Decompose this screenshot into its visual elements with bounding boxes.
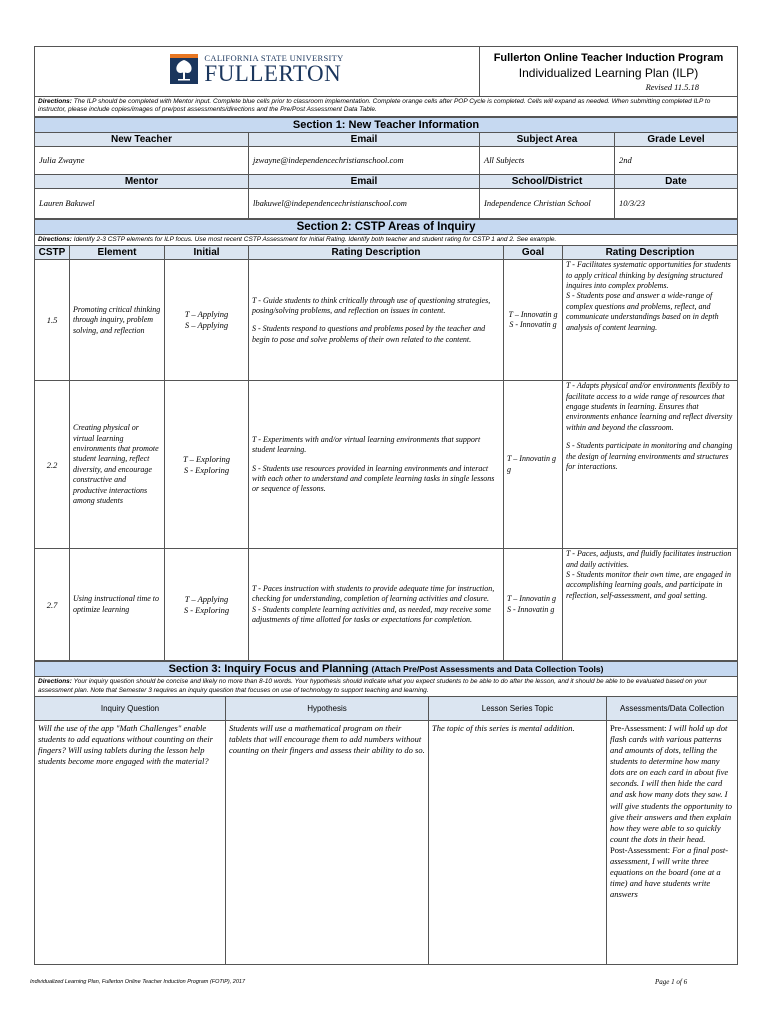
rating-description xyxy=(249,381,504,549)
date-value: 10/3/23 xyxy=(615,188,738,218)
col-school-district: School/District xyxy=(480,174,615,188)
section2-directions-text: Identify 2-3 CSTP elements for ILP focus. Use most recent CSTP Assessment for Initial Rating. Identify both teacher and student rating for CSTP 1 and 2. See example. xyxy=(71,235,557,243)
mentor-value: Lauren Bakuwel xyxy=(35,188,249,218)
col-assessments-data-collection: Assessments/Data Collection xyxy=(607,697,738,721)
logo-name-text: FULLERTON xyxy=(204,61,342,87)
rating-description xyxy=(249,260,504,381)
initial-rating: T – Applying S – Applying xyxy=(165,260,249,381)
table-row xyxy=(35,381,738,549)
student-description: S - Students respond to questions and problems posed by the teacher and begin to pose and solve problems of their own related to the content. xyxy=(252,324,486,344)
lesson-topic-value: The topic of this series is mental addition. xyxy=(429,721,607,965)
cstp-element: Creating physical or virtual learning environments that promote student learning, reflect diversity, and encourage constructive and productive interactions among students xyxy=(70,381,165,549)
page-number: Page 1 of 6 xyxy=(655,978,688,986)
col-lesson-series-topic: Lesson Series Topic xyxy=(429,697,607,721)
hypothesis-value: Students will use a mathematical program on their tablets that will encourage them to add numbers without counting on their fingers and assess their ability to do so. xyxy=(226,721,429,965)
section1-table xyxy=(34,117,738,219)
assessments-value xyxy=(607,721,738,965)
pre-assessment-text: I will hold up dot flash cards with various patterns and amounts of dots, telling the students to determine how many dots are on each card in about five seconds. I will then hide the card and ask how many dots they saw. I will give students the opportunity to give their answers and then explain how they were able to so quickly count the dots in their head. xyxy=(610,723,733,844)
col-mentor: Mentor xyxy=(35,174,249,188)
section3-title xyxy=(35,662,738,677)
cstp-number: 2.2 xyxy=(35,381,70,549)
logo-university-text: CALIFORNIA STATE UNIVERSITY xyxy=(204,52,344,63)
section3-directions xyxy=(35,677,738,697)
csuf-seal-icon xyxy=(170,54,198,84)
teacher-email-value: jzwayne@independencechristianschool.com xyxy=(249,146,480,174)
section3-directions-label: Directions: xyxy=(38,678,72,686)
pre-assessment-label: Pre-Assessment: xyxy=(610,723,667,734)
col-element: Element xyxy=(70,246,165,260)
goal-rating: T – Innovatin g S - Innovatin g xyxy=(504,260,563,381)
header-table xyxy=(34,46,738,117)
table-row xyxy=(35,260,738,381)
col-mentor-email: Email xyxy=(249,174,480,188)
col-new-teacher: New Teacher xyxy=(35,132,249,146)
col-cstp: CSTP xyxy=(35,246,70,260)
goal-student-description: S - Students pose and answer a wide-range of complex questions and problems, reflect, and communicate understandings based on in depth analysis of content learning. xyxy=(566,291,719,332)
grade-level-value: 2nd xyxy=(615,146,738,174)
col-goal-rating-description: Rating Description xyxy=(563,246,738,260)
teacher-description: T - Guide students to think critically through use of questioning strategies, posing/solving problems, and reflection on issues in content. xyxy=(252,295,491,315)
top-directions xyxy=(35,97,738,117)
section2-directions xyxy=(35,234,738,245)
col-initial: Initial xyxy=(165,246,249,260)
goal-student-description: S - Students participate in monitoring and changing the design of learning environments and structures for interactions. xyxy=(566,441,733,472)
mentor-email-value: lbakuwel@independencechristianschool.com xyxy=(249,188,480,218)
section3-title-text: Section 3: Inquiry Focus and Planning xyxy=(168,663,369,676)
logo-cell xyxy=(35,47,480,97)
goal-student-description: S - Students monitor their own time, are engaged in accomplishing learning goals, and participate in reflection, self-assessment, and goal setting. xyxy=(566,570,732,600)
inquiry-question-value: Will the use of the app "Math Challenges" enable students to add equations without counting on their fingers? Will using tablets during the lesson help students become more engaged with the material? xyxy=(35,721,226,965)
student-description: S - Students use resources provided in learning environments and interact with each other to understand and complete learning tasks in single lessons or sequence of lessons. xyxy=(252,463,495,494)
col-goal: Goal xyxy=(504,246,563,260)
revision-date: Revised 11.5.18 xyxy=(645,81,699,92)
plan-title: Individualized Learning Plan (ILP) xyxy=(518,65,699,80)
table-row xyxy=(35,549,738,661)
rating-description xyxy=(249,549,504,661)
col-rating-description: Rating Description xyxy=(249,246,504,260)
directions-text: The ILP should be completed with Mentor input. Complete blue cells prior to classroom implementation. Complete orange cells after POP Cycle is completed. Cells will expand as needed. When submitting completed ILP to instructor, please include copies/images of pre/post assessments/directions and the Pre/Post Assessment Data Table. xyxy=(38,98,711,114)
university-logo xyxy=(170,54,343,86)
section1-title: Section 1: New Teacher Information xyxy=(35,117,738,132)
section2-directions-label: Directions: xyxy=(38,235,72,243)
directions-label: Directions: xyxy=(38,98,72,105)
col-subject-area: Subject Area xyxy=(480,132,615,146)
cstp-number: 1.5 xyxy=(35,260,70,381)
goal-teacher-description: T - Paces, adjusts, and fluidly facilitates instruction and daily activities. xyxy=(566,549,732,569)
goal-teacher-description: T - Facilitates systematic opportunities for students to apply critical thinking by designing structured inquires into complex problems. xyxy=(566,260,731,291)
section3-table xyxy=(34,661,738,965)
section2-title: Section 2: CSTP Areas of Inquiry xyxy=(35,219,738,234)
col-hypothesis: Hypothesis xyxy=(226,697,429,721)
cstp-element: Promoting critical thinking through inquiry, problem solving, and reflection xyxy=(70,260,165,381)
program-title-cell xyxy=(480,47,738,97)
post-assessment-label: Post-Assessment: xyxy=(610,844,670,855)
section2-table xyxy=(34,219,738,661)
section3-directions-text: Your inquiry question should be concise and likely no more than 8-10 words. Your hypothesis should indicate what you expect students to be able to do after the lesson, and it should be able to be evaluated based on your assessment plan. Note that Semester 3 requires an inquiry question that focuses on use of technology to support teaching and learning. xyxy=(38,678,707,694)
goal-rating: T – Innovatin g g xyxy=(504,381,563,549)
teacher-description: T - Experiments with and/or virtual learning environments that support student learning. xyxy=(252,434,481,455)
col-inquiry-question: Inquiry Question xyxy=(35,697,226,721)
post-assessment-text: For a final post-assessment, I will write three equations on the board (one at a time) and have students write answers xyxy=(610,844,729,899)
goal-description xyxy=(563,381,738,549)
ilp-document xyxy=(34,46,737,965)
student-description: S - Students complete learning activities and, as needed, may receive some adjustments of time allotted for tasks or expectations for completion. xyxy=(252,604,491,625)
teacher-description: T - Paces instruction with students to provide adequate time for instruction, checking for understanding, completion of learning activities and closure. xyxy=(252,584,495,604)
program-name: Fullerton Online Teacher Induction Program xyxy=(493,51,724,64)
initial-rating: T – Applying S - Exploring xyxy=(165,549,249,661)
goal-teacher-description: T - Adapts physical and/or environments flexibly to facilitate access to a wide range of resources that engage students in learning. Ensures that environments enhance learning and reflect diversity within and beyond the classroom. xyxy=(566,381,733,432)
cstp-element: Using instructional time to optimize learning xyxy=(70,549,165,661)
goal-description xyxy=(563,549,738,661)
goal-description xyxy=(563,260,738,381)
col-email: Email xyxy=(249,132,480,146)
section3-title-note: (Attach Pre/Post Assessments and Data Collection Tools) xyxy=(371,664,604,675)
initial-rating: T – Exploring S - Exploring xyxy=(165,381,249,549)
footer-left: Individualized Learning Plan, Fullerton Online Teacher Induction Program (FOTIP), 2017 xyxy=(30,979,246,985)
school-value: Independence Christian School xyxy=(480,188,615,218)
col-grade-level: Grade Level xyxy=(615,132,738,146)
cstp-number: 2.7 xyxy=(35,549,70,661)
subject-area-value: All Subjects xyxy=(480,146,615,174)
goal-rating: T – Innovatin g S - Innovatin g xyxy=(504,549,563,661)
col-date: Date xyxy=(615,174,738,188)
new-teacher-value: Julia Zwayne xyxy=(35,146,249,174)
